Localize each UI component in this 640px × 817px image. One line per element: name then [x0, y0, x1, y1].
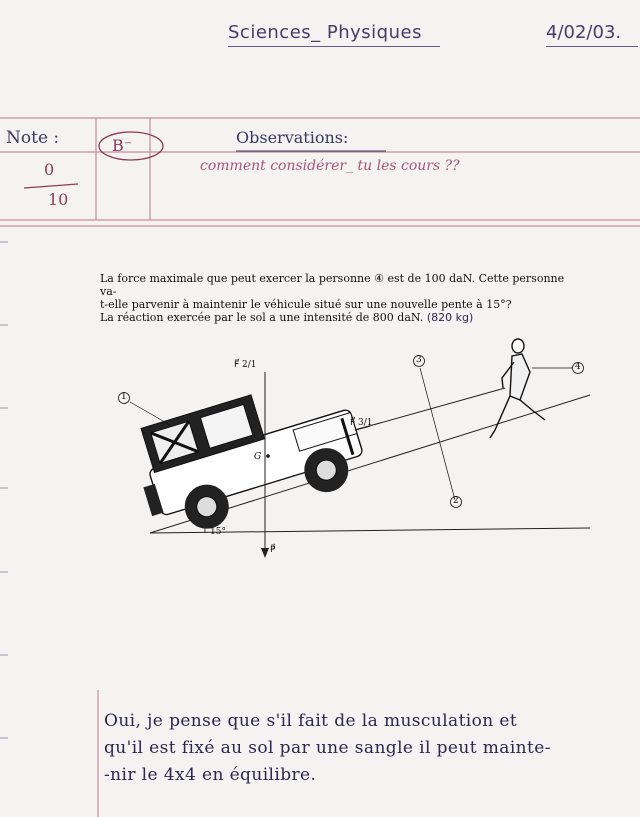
- problem-line-1: La force maximale que peut exercer la personne ④ est de 100 daN. Cette personne va-: [100, 272, 565, 298]
- date: 4/02/03.: [546, 22, 622, 43]
- grade: B⁻: [112, 136, 133, 155]
- label-num-4: 4: [575, 362, 581, 372]
- problem-line-2: t-elle parvenir à maintenir le véhicule situé sur une nouvelle pente à 15°?: [100, 298, 512, 311]
- center-of-gravity: [266, 454, 270, 458]
- observations-label: Observations:: [236, 128, 349, 147]
- note-label: Note :: [6, 128, 60, 148]
- label-center-G: G: [254, 452, 262, 462]
- weight-arrowhead: [261, 548, 269, 558]
- label-angle: 15°: [210, 527, 226, 537]
- answer-line-3: -nir le 4x4 en équilibre.: [104, 765, 317, 785]
- subject-title: Sciences_ Physiques: [228, 22, 422, 43]
- score-numerator: 0: [44, 160, 55, 179]
- mass-note: (820 kg): [426, 311, 474, 324]
- answer-line-1: Oui, je pense que s'il fait de la musculation et: [104, 711, 518, 731]
- rope: [355, 388, 505, 430]
- label-force-F31: F⃗ 3/1: [350, 418, 373, 428]
- label-num-2: 2: [453, 496, 459, 506]
- label-num-3: 3: [416, 355, 422, 365]
- student-answer: [104, 708, 640, 789]
- label-force-F21: F⃗ 2/1: [234, 360, 257, 370]
- label-weight-P: P⃗: [270, 545, 276, 555]
- observations-text: comment considérer_ tu les cours ??: [200, 158, 460, 174]
- problem-line-3-text: La réaction exercée par le sol a une intensité de 800 daN.: [100, 311, 424, 324]
- person: [490, 339, 545, 438]
- answer-line-2: qu'il est fixé au sol par une sangle il peut mainte-: [104, 738, 551, 758]
- score-denominator: 10: [48, 190, 69, 209]
- jeep: [127, 369, 371, 544]
- label-num-1: 1: [121, 392, 127, 402]
